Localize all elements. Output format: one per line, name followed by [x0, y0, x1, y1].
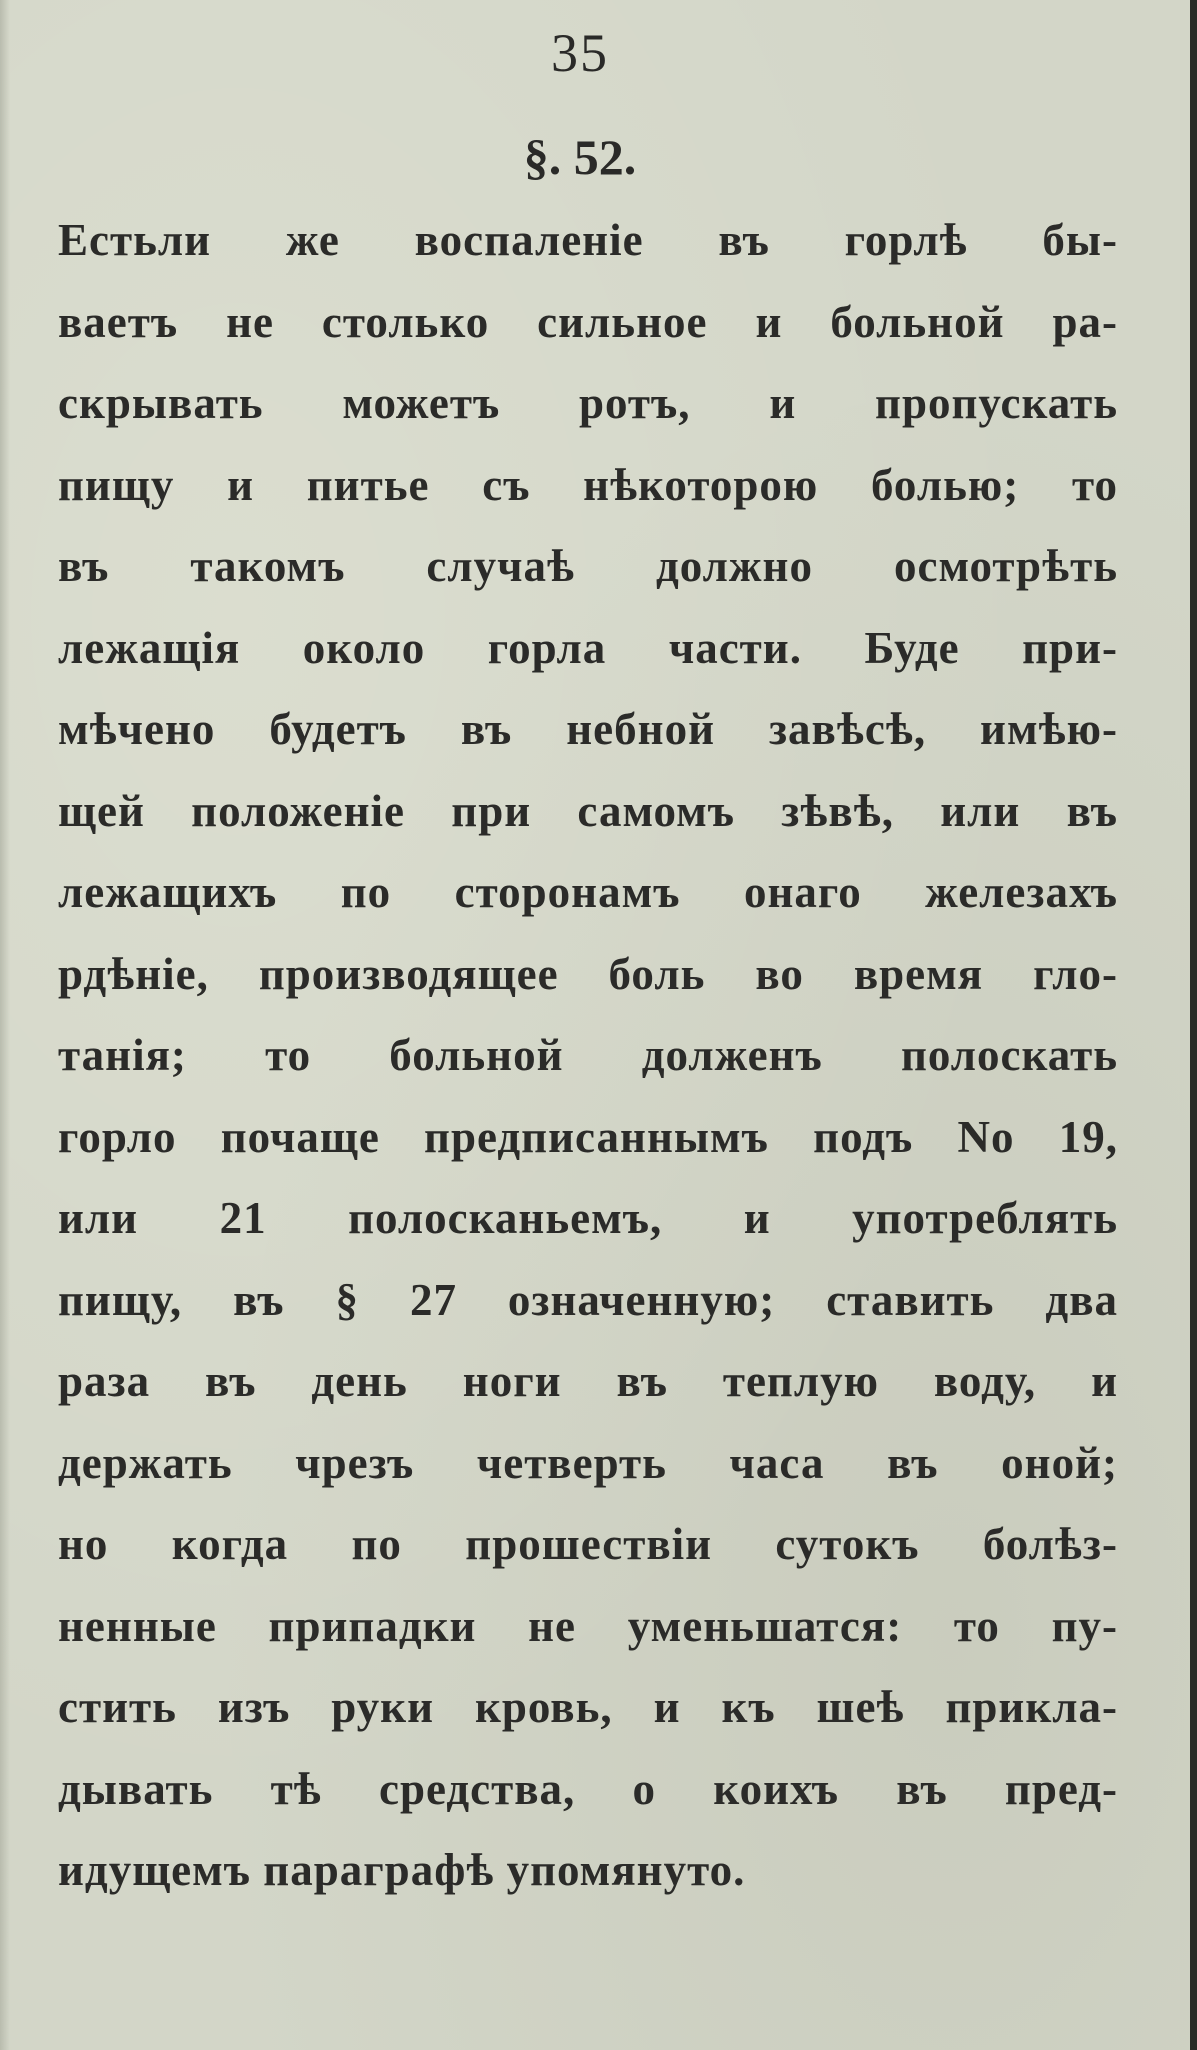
text-line: горло почаще предписаннымъ подъ No 19, — [58, 1111, 1118, 1162]
page-number: 35 — [551, 23, 609, 83]
text-line: держать чрезъ четверть часа въ оной; — [58, 1437, 1118, 1488]
text-line: дывать тѣ средства, о коихъ въ пред- — [58, 1763, 1118, 1814]
paragraph — [58, 200, 1118, 1912]
text-line: рдѣніе, производящее боль во время гло- — [58, 948, 1118, 999]
text-line: но когда по прошествіи сутокъ болѣз- — [58, 1519, 1118, 1569]
text-line: въ такомъ случаѣ должно осмотрѣть — [58, 541, 1118, 591]
text-line: Естьли же воспаленіе въ горлѣ бы- — [58, 215, 1118, 265]
text-line: танія; то больной долженъ полоскать — [58, 1030, 1118, 1080]
text-line: стить изъ руки кровь, и къ шеѣ прикла- — [58, 1682, 1118, 1732]
text-line: лежащія около горла части. Буде при- — [58, 622, 1118, 673]
text-line: пищу, въ § 27 означенную; ставить два — [58, 1274, 1118, 1325]
text-line: лежащихъ по сторонамъ онаго железахъ — [58, 867, 1118, 917]
text-line: идущемъ параграфѣ упомянуто. — [58, 1845, 746, 1895]
text-line: щей положеніе при самомъ зѣвѣ, или въ — [58, 785, 1118, 836]
text-line: ненные припадки не уменьшатся: то пу- — [58, 1600, 1118, 1651]
text-line: мѣчено будетъ въ небной завѣсѣ, имѣю- — [58, 704, 1118, 754]
section-heading: §. 52. — [523, 129, 637, 185]
text-line: ваетъ не столько сильное и больной ра- — [58, 296, 1118, 347]
text-line: пищу и питье съ нѣкоторою болью; то — [58, 459, 1118, 510]
page-edge-shadow — [0, 0, 10, 2050]
text-line: раза въ день ноги въ теплую воду, и — [58, 1356, 1118, 1406]
text-line: скрывать можетъ ротъ, и пропускать — [58, 378, 1118, 428]
text-line: или 21 полосканьемъ, и употреблять — [58, 1193, 1118, 1243]
